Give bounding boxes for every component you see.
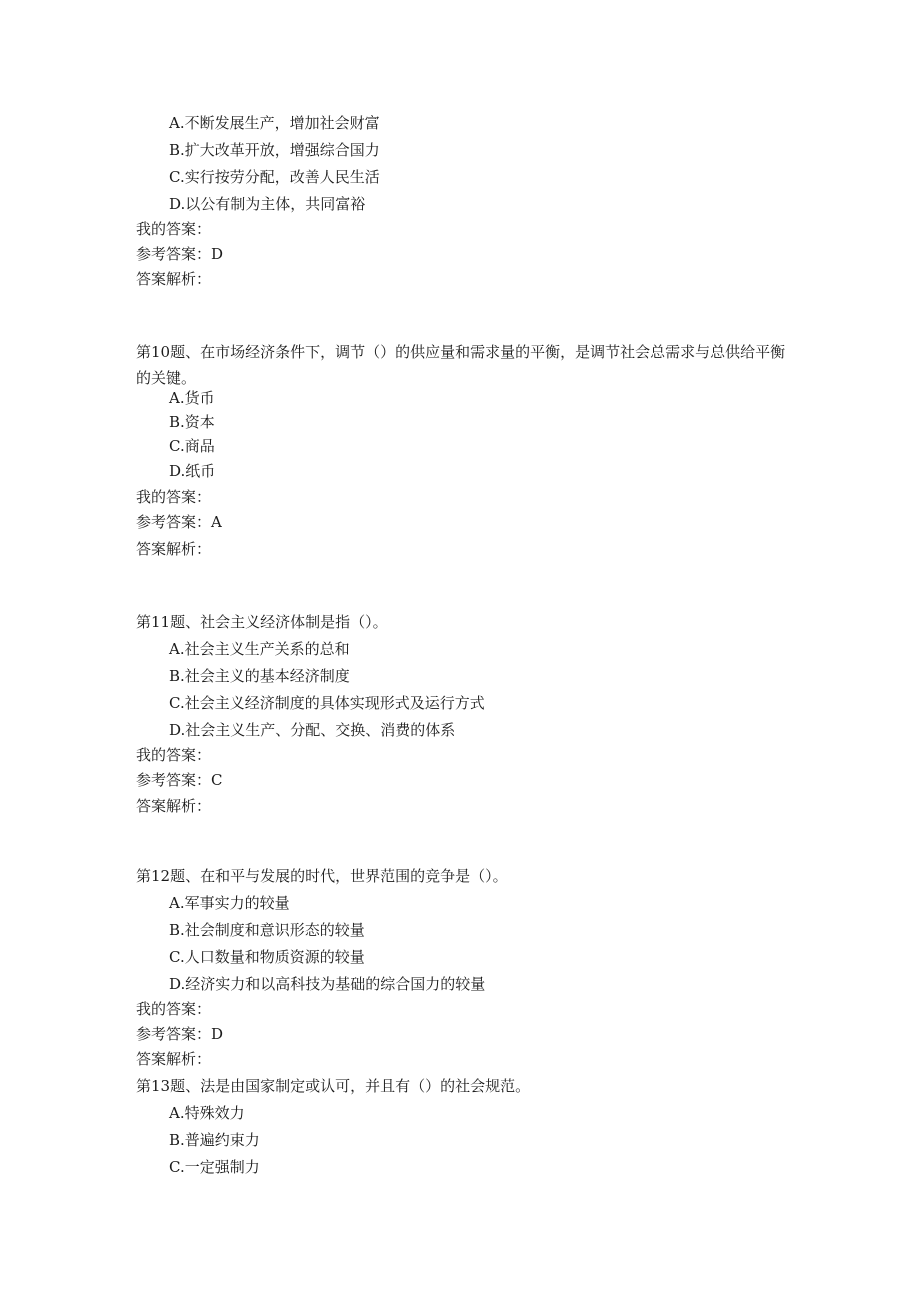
q12-option-b: B.社会制度和意识形态的较量 [169,921,365,939]
q9-option-d: D.以公有制为主体，共同富裕 [169,195,366,213]
q10-stem: 第10题、在市场经济条件下，调节（）的供应量和需求量的平衡，是调节社会总需求与总供给平衡的关键。 [136,343,786,387]
q11-stem: 第11题、社会主义经济体制是指（）。 [136,613,388,631]
q11-analysis: 答案解析： [136,797,212,815]
q10-option-d: D.纸币 [169,462,216,480]
q12-my-answer: 我的答案： [136,1000,212,1018]
q9-ref-answer [136,244,223,264]
q11-my-answer: 我的答案： [136,746,212,764]
ref-answer-label: 参考答案： [136,245,212,263]
q11-option-a: A.社会主义生产关系的总和 [169,640,350,658]
q12-analysis: 答案解析： [136,1050,212,1068]
q10-analysis: 答案解析： [136,540,212,558]
q11-option-d: D.社会主义生产、分配、交换、消费的体系 [169,721,456,739]
q11-option-c: C.社会主义经济制度的具体实现形式及运行方式 [169,694,485,712]
ref-answer-value: D [211,245,224,263]
q12-stem: 第12题、在和平与发展的时代，世界范围的竞争是（）。 [136,867,508,885]
q12-option-a: A.军事实力的较量 [169,894,290,912]
q9-option-a: A.不断发展生产，增加社会财富 [169,114,380,132]
q11-option-b: B.社会主义的基本经济制度 [169,667,350,685]
ref-answer-label: 参考答案： [136,513,212,531]
ref-answer-label: 参考答案： [136,771,212,789]
ref-answer-value: A [211,513,222,531]
q13-stem: 第13题、法是由国家制定或认可，并且有（）的社会规范。 [136,1077,531,1095]
q13-option-c: C.一定强制力 [169,1158,260,1176]
q9-analysis: 答案解析： [136,270,212,288]
q11-ref-answer [136,770,223,790]
q10-option-c: C.商品 [169,437,215,455]
q9-option-c: C.实行按劳分配，改善人民生活 [169,168,380,186]
q13-option-a: A.特殊效力 [169,1104,245,1122]
q13-option-b: B.普遍约束力 [169,1131,260,1149]
q9-my-answer: 我的答案： [136,220,212,238]
q12-option-c: C.人口数量和物质资源的较量 [169,948,365,966]
ref-answer-value: D [211,1025,224,1043]
q12-ref-answer [136,1024,223,1044]
q10-option-b: B.资本 [169,413,215,431]
q10-my-answer: 我的答案： [136,488,212,506]
q10-option-a: A.货币 [169,389,215,407]
q12-option-d: D.经济实力和以高科技为基础的综合国力的较量 [169,975,486,993]
q10-ref-answer [136,512,222,532]
ref-answer-label: 参考答案： [136,1025,212,1043]
q9-option-b: B.扩大改革开放，增强综合国力 [169,141,380,159]
ref-answer-value: C [211,771,223,789]
